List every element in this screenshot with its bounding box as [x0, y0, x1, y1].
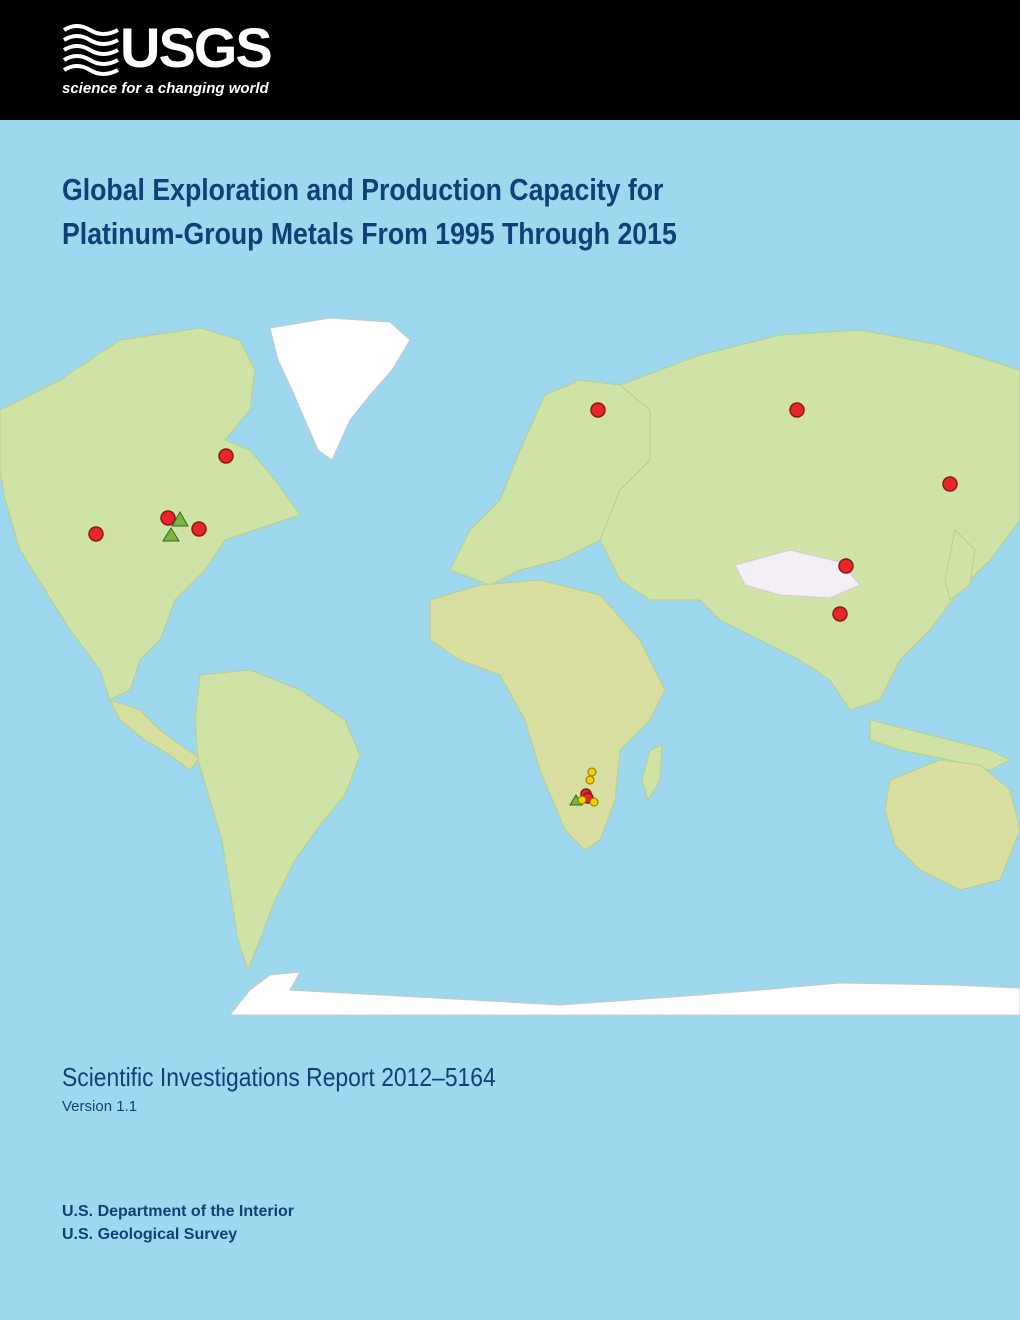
yellow-marker [588, 768, 596, 776]
yellow-marker [590, 798, 598, 806]
agency-block [62, 1200, 294, 1246]
madagascar-land [642, 745, 662, 800]
header-bar [0, 0, 1020, 120]
yellow-marker [586, 776, 594, 784]
survey-name: U.S. Geological Survey [62, 1226, 238, 1243]
report-title-line-2: Platinum-Group Metals From 1995 Through 2015 [62, 216, 677, 251]
site-marker [89, 527, 103, 541]
site-marker [833, 607, 847, 621]
africa-land [430, 580, 665, 850]
asia-land [600, 330, 1020, 710]
report-title [62, 168, 836, 256]
site-marker [219, 449, 233, 463]
usgs-waves-logo-icon [62, 22, 122, 77]
site-marker [192, 522, 206, 536]
site-marker [591, 403, 605, 417]
site-marker [790, 403, 804, 417]
yellow-marker [578, 796, 586, 804]
antarctica-ice [230, 972, 1020, 1015]
south-america-land [195, 670, 360, 970]
greenland-ice [270, 318, 410, 460]
report-series: Scientific Investigations Report 2012–5164 [62, 1062, 496, 1092]
north-america-land [0, 328, 300, 700]
report-version: Version 1.1 [62, 1098, 138, 1115]
site-marker [839, 559, 853, 573]
usgs-logo-text: USGS [120, 16, 271, 79]
world-map [0, 300, 1020, 1015]
australia-land [885, 760, 1020, 890]
central-america-land [110, 700, 200, 770]
site-marker [943, 477, 957, 491]
report-title-line-1: Global Exploration and Production Capacity for [62, 172, 664, 207]
site-marker [161, 511, 175, 525]
usgs-tagline: science for a changing world [62, 80, 269, 97]
department-name: U.S. Department of the Interior [62, 1203, 295, 1220]
